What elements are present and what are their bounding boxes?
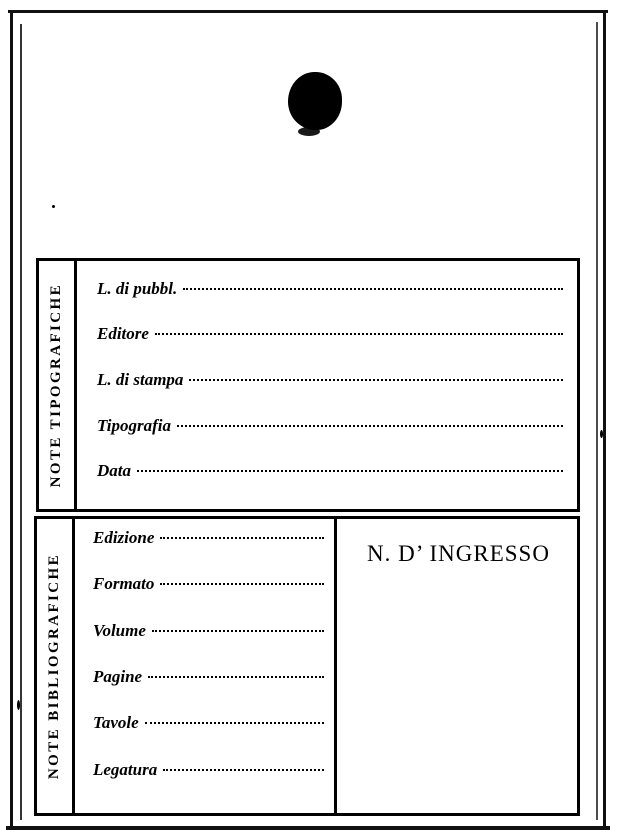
field-label: Data — [97, 461, 131, 481]
ingress-number-title: N. D’ INGRESSO — [367, 541, 550, 566]
field-dotted-line[interactable] — [160, 582, 324, 585]
field-row-tipografia[interactable] — [97, 416, 563, 446]
field-dotted-line[interactable] — [160, 536, 324, 539]
bibliographic-notes-label-strip — [37, 519, 75, 813]
typographic-fields — [77, 261, 577, 509]
scan-edge-top — [8, 10, 608, 13]
punch-hole-icon — [288, 72, 342, 130]
paper-speck — [52, 205, 55, 208]
bibliographic-notes-box — [34, 516, 580, 816]
field-label: Pagine — [93, 667, 143, 687]
ingress-number-panel[interactable] — [340, 519, 577, 813]
bibliographic-fields — [75, 519, 337, 813]
field-row-legatura[interactable] — [93, 760, 324, 804]
scan-edge-left-inner — [20, 24, 22, 820]
typographic-notes-label-strip — [39, 261, 77, 509]
field-dotted-line[interactable] — [148, 675, 324, 678]
field-dotted-line[interactable] — [145, 721, 324, 724]
field-label: Tavole — [93, 713, 139, 733]
field-label: L. di pubbl. — [97, 278, 178, 298]
field-dotted-line[interactable] — [155, 332, 563, 335]
field-label: Legatura — [93, 759, 158, 779]
field-label: Editore — [97, 324, 149, 344]
paper-speck — [17, 700, 20, 710]
bibliographic-notes-vertical-label: NOTE BIBLIOGRAFICHE — [46, 552, 62, 780]
scan-edge-right-inner — [596, 22, 598, 820]
field-row-formato[interactable] — [93, 574, 324, 618]
field-dotted-line[interactable] — [177, 424, 563, 427]
scan-edge-bottom — [6, 826, 610, 830]
field-row-tavole[interactable] — [93, 713, 324, 757]
field-dotted-line[interactable] — [189, 378, 563, 381]
field-label: L. di stampa — [97, 369, 184, 389]
scan-edge-left — [10, 12, 13, 828]
field-label: Volume — [93, 620, 146, 640]
field-row-data[interactable] — [97, 461, 563, 491]
field-dotted-line[interactable] — [152, 629, 324, 632]
paper-speck — [600, 430, 603, 438]
field-label: Formato — [93, 574, 155, 594]
field-row-editore[interactable] — [97, 324, 563, 354]
field-row-luogo-pubblicazione[interactable] — [97, 279, 563, 309]
field-row-pagine[interactable] — [93, 667, 324, 711]
field-label: Edizione — [93, 528, 155, 548]
field-row-edizione[interactable] — [93, 528, 324, 572]
typographic-notes-box — [36, 258, 580, 512]
field-dotted-line[interactable] — [163, 768, 324, 771]
field-label: Tipografia — [97, 415, 171, 435]
field-row-volume[interactable] — [93, 621, 324, 665]
field-row-luogo-stampa[interactable] — [97, 370, 563, 400]
field-dotted-line[interactable] — [183, 287, 563, 290]
typographic-notes-vertical-label: NOTE TIPOGRAFICHE — [48, 282, 64, 488]
field-dotted-line[interactable] — [137, 469, 563, 472]
scan-edge-right — [603, 12, 606, 828]
